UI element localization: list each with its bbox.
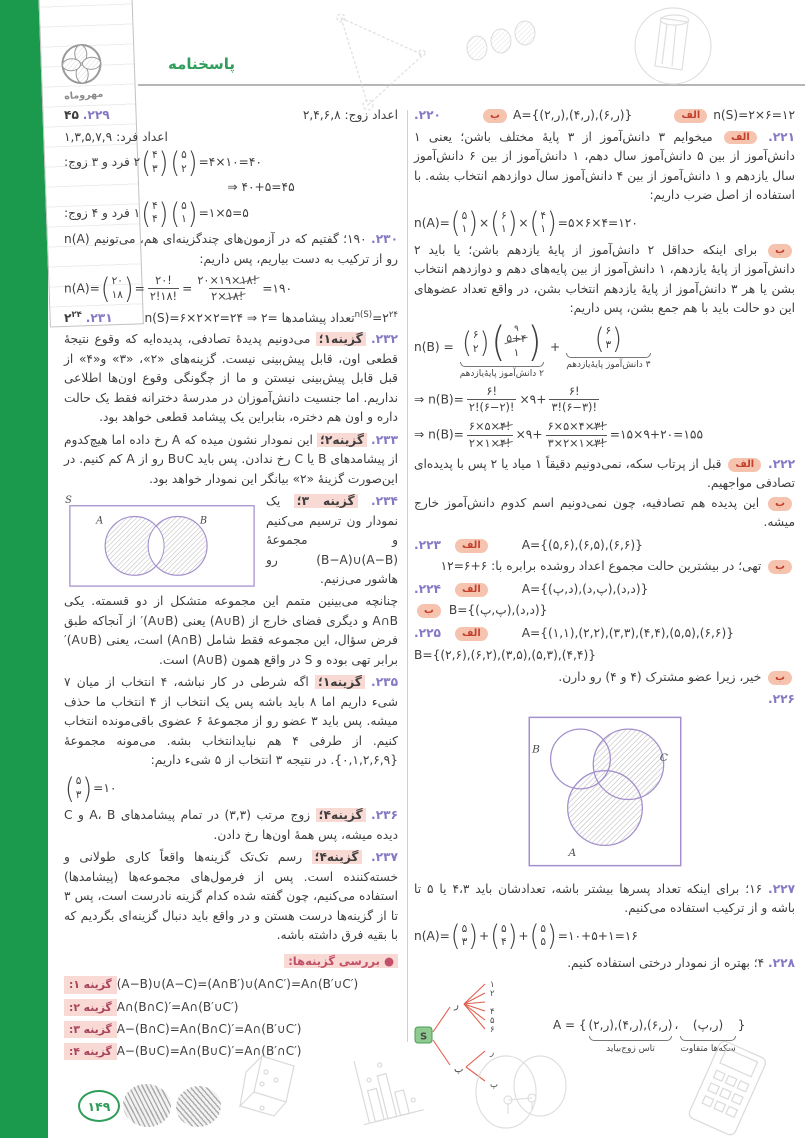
problem-224 — [414, 580, 795, 621]
solution-text: ۴؛ بهتره از نمودار درختی استفاده کنیم. — [567, 955, 765, 970]
problem-222 — [414, 455, 795, 533]
event-set-formula: A={(د,پ),(پ,د),(د,د)} — [521, 581, 649, 596]
event-set-formula: B={(پ,پ),(د,د)} — [448, 603, 548, 618]
problem-233 — [64, 431, 398, 490]
option-review-row — [64, 998, 398, 1017]
problem-number: ۲۳۵. — [371, 675, 399, 690]
event-set-formula: B={(۲,۶),(۶,۲),(۳,۵),(۵,۳),(۴,۴)} — [414, 648, 596, 663]
n-b-underbrace-formula: n(B) = ( ۶ ۲ ) ( ۹ ۵+۴ ۱ ) ۲ دانش‌آموز پایهٔ‌یازدهم + ( ۶ ۳ ) ۳ دانش‌آموز پایهٔ‌یازدهم — [414, 318, 651, 379]
option-label: گزینه ۴: — [64, 1043, 117, 1060]
problem-225 — [414, 624, 795, 688]
hatched-circle-icon — [120, 1081, 174, 1130]
answer-value: ۴۵ — [64, 108, 79, 122]
svg-text:S: S — [420, 1031, 428, 1043]
even-numbers-line: اعداد زوج: ۲,۴,۶,۸ — [302, 108, 398, 122]
event-set-with-underbraces: A = { (ر,۲),(ر,۴),(ر,۶) تاس زوج‌بیاید ، (ر,پ) سکه‌ها متفاوت } — [553, 1016, 745, 1057]
combination-formula: ( ۵ ۳ ) =۱۰ — [65, 771, 117, 805]
problem-231 — [64, 309, 398, 329]
solution-text: رسم تک‌تک گزینه‌ها واقعاً کاری طولانی و خسته‌کننده است. پس از فرمول‌های مجموعه‌ها (پیشامدها) استفاده می‌کنیم، چون گفته شده کدام گزینه نادرست است، پس ۳ تا از گزینه‌ها درست هستن و در واقع باید دنبال گزینه‌ای بگردیم که با بقیه فرق داشته باشه. — [64, 850, 398, 943]
answer-value: $۲^{۲۴}$ — [64, 309, 82, 325]
part-b-badge: ب — [768, 497, 792, 511]
cylinder-sketch-icon — [626, 4, 721, 89]
part-a-badge: الف — [455, 539, 488, 553]
part-a-badge: الف — [728, 458, 761, 472]
underbrace-label: تاس زوج‌بیاید — [606, 1044, 655, 1055]
underbrace — [589, 1036, 673, 1041]
solution-text: زوج مرتب (۳,۳) در تمام پیشامدهای A، B و C دیده میشه، پس همهٔ اون‌ها رخ دادن. — [64, 808, 398, 842]
option-label: گزینه ۳: — [64, 1021, 117, 1038]
bar-chart-sketch-icon — [348, 1046, 426, 1134]
option-answer-label: گزینه۱؛ — [316, 332, 366, 346]
problem-number: ۲۲۰. — [414, 108, 441, 122]
problem-number: ۲۳۷. — [371, 850, 398, 865]
svg-text:ر: ر — [454, 1000, 459, 1012]
underbrace-label: ۳ دانش‌آموز پایهٔ‌یازدهم — [566, 360, 651, 371]
solution-text: ۱۹۰؛ گفتیم که در آزمون‌های چندگزینه‌ای هم، می‌تونیم n(A) رو از ترکیب به دست بیاریم، پس داریم: — [64, 232, 398, 266]
part-b-badge: ب — [483, 109, 507, 123]
solution-text: یک نمودار ون ترسیم می‌کنیم و مجموعهٔ (A−B)∪(B−A) رو هاشور می‌زنیم. — [266, 494, 398, 587]
svg-text:۴: ۴ — [490, 1007, 495, 1018]
event-set-formula: A={(ر,۲),(ر,۴),(ر,۶)} — [513, 108, 633, 122]
option-answer-label: گزینه ۳؛ — [294, 494, 358, 508]
problem-235 — [64, 673, 399, 805]
solution-text: این نمودار نشون میده که A رخ داده اما هیچ‌کدوم از پیشامدهای B یا C رخ ندادن. پس باید B∪C رو از A کم کنیم. در این‌صورت گزینهٔ «۲» بیانگر این نمودار خواهد بود. — [64, 432, 399, 486]
problem-number: ۲۳۴. — [371, 494, 398, 509]
option-review-row — [64, 1020, 398, 1039]
part-a-badge: الف — [455, 583, 488, 597]
svg-text:ر: ر — [490, 1048, 495, 1059]
combination-sum-formula: n(A)= ( ۵ ۳ ) + ( ۵ ۴ ) + ( ۵ ۵ ) =۱۰+۵+۱=۱۶ — [414, 919, 638, 953]
problem-number: ۲۳۳. — [371, 432, 399, 447]
set-identity-formula: A−(B∪C)=A∩(B∪C)′=A∩(B′∩C′) — [116, 1043, 302, 1058]
problem-236 — [64, 806, 398, 845]
set-identity-formula: (A−B)∪(A−C)=(A∩B′)∪(A∩C′)=A∩(B′∪C′) — [116, 977, 359, 992]
set-identity-formula: A−(B∩C)=A∩(B∩C)′=A∩(B′∪C′) — [116, 1021, 302, 1036]
problem-223 — [414, 536, 795, 577]
svg-text:B: B — [531, 742, 540, 756]
venn-diagram-two-sets — [64, 492, 260, 592]
problem-number: ۲۲۱. — [768, 129, 796, 144]
flower-logo-icon — [58, 41, 105, 88]
odd-numbers-line: اعداد فرد: ۱,۳,۵,۷,۹ — [64, 129, 168, 144]
underbrace-label: ۲ دانش‌آموز پایهٔ‌یازدهم — [459, 368, 544, 379]
problem-227 — [414, 880, 796, 953]
set-identity-formula: A∩(B∩C)′=A∩(B′∪C′) — [116, 999, 239, 1014]
solution-text: این پدیده هم تصادفیه، چون نمی‌دونیم اسم کدوم دانش‌آموز خارج میشه. — [414, 495, 795, 530]
case-formula: ( ۴ ۳ ) ( ۵ ۲ ) =۴×۱۰=۴۰ — [141, 145, 262, 179]
problem-230 — [64, 230, 398, 305]
problem-220 — [414, 106, 795, 126]
column-divider — [407, 110, 408, 1042]
svg-text:B: B — [199, 515, 208, 527]
problem-234 — [64, 492, 398, 670]
underbrace-label: سکه‌ها متفاوت — [680, 1044, 736, 1055]
problem-number: ۲۲۵. — [414, 625, 441, 640]
svg-text:C: C — [659, 751, 668, 765]
problem-229 — [64, 106, 398, 230]
part-a-badge: الف — [455, 627, 488, 641]
page-header-title: پاسخنامه — [168, 55, 235, 73]
triangle-compass-sketch-icon — [323, 10, 438, 115]
solution-text: اگه شرطی در کار نباشه، ۴ انتخاب از میان ۷ شیء داریم اما ۸ باید باشه پس یک انتخاب از ۴ انتخاب ما حذف میشه. پس باید ۳ عضو رو از مجموعهٔ ۶ عضوی باقی‌مونده انتخاب کنیم. از طرفی ۴ هم نبایدانتخاب بشه. می‌مونه مجموعهٔ {۰,۱,۲,۶,۹}. در نتیجه ۳ انتخاب از ۵ شیء داریم: — [64, 675, 399, 768]
brand-name: مهروماه — [63, 88, 104, 103]
problem-number: ۲۳۰. — [371, 232, 399, 247]
right-column — [414, 106, 795, 1098]
problem-232 — [64, 330, 398, 428]
dice-sketch-icon — [232, 1050, 302, 1128]
case-row — [64, 196, 398, 230]
coins-sketch-icon — [463, 18, 543, 63]
problem-number: ۲۲۹. — [82, 108, 110, 122]
solution-text: خیر، زیرا عضو مشترک (۴ و ۴) رو دارن. — [558, 669, 762, 684]
option-answer-label: گزینه۴؛ — [312, 850, 362, 864]
calculator-sketch-icon — [672, 1040, 782, 1138]
problem-number: ۲۲۷. — [768, 881, 796, 896]
svg-text:S: S — [65, 495, 72, 507]
part-b-badge: ب — [417, 604, 441, 618]
venn-sketch-icon — [468, 1050, 578, 1134]
option-answer-label: گزینه۴؛ — [316, 808, 366, 822]
problem-237 — [64, 848, 398, 946]
solution-text: می‌دونیم پدیدهٔ تصادفی، پدیده‌ایه که وقوع نتیجهٔ قطعی اون، قابل پیش‌بینی نیست. گزینه‌های «۲»، «۳» و«۴» از قبل قابل پیش‌بینی نیستن و ما از چگونگی وقوع اون‌ها اطلاعی نداریم. اما جنسیت دانش‌آموزان در مدرسهٔ دخترانه فقط یک حالت داره و اون هم دختره، بنابراین یک پیشامد قطعی خواهد بود. — [64, 332, 398, 425]
publisher-logo — [54, 40, 110, 102]
part-b-badge: ب — [768, 560, 792, 574]
sum-formula: ⇒ ۴۰+۵=۴۵ — [227, 180, 295, 195]
problem-number: ۲۲۴. — [414, 581, 441, 596]
problem-221 — [414, 128, 795, 451]
event-set-formula: A={(۵,۶),(۶,۵),(۶,۶)} — [521, 537, 643, 552]
page-number-badge: ۱۴۹ — [78, 1090, 120, 1122]
solution-text: برای اینکه حداقل ۲ دانش‌آموز از پایهٔ یازدهم باشن؛ یا باید ۲ دانش‌آموز از پایهٔ یازدهم، ۱ دانش‌آموز از بین پایه‌های دهم و دوازدهم انتخاب بشن یا هر ۳ دانش‌آموز از پایهٔ یازدهم انتخاب بشن، در واقع تعداد عضوهای این دو حالت باید با هم جمع بشن، پس داریم: — [414, 242, 795, 316]
svg-text:۵: ۵ — [490, 1016, 495, 1027]
solution-text: میخوایم ۳ دانش‌آموز از ۳ پایهٔ مختلف باشن؛ یعنی ۱ دانش‌آموز از بین ۵ دانش‌آموز سال دهم، ۱ دانش‌آموز از بین ۶ دانش‌آموز سال یازدهم و ۱ دانش‌آموز از بین ۴ دانش‌آموز سال دوازدهم انتخاب بشه. با استفاده از اصل ضرب داریم: — [414, 129, 795, 203]
option-answer-label: گزینه۱؛ — [315, 675, 365, 689]
solution-text-continued: چنانچه می‌بینین متمم این مجموعه متشکل از دو قسمته. یکی A∩B و دیگری فضای خارج از (A∪B) یعنی (A∪B)′ از آنجاکه طبق فرض سؤال، این مجموعه فقط شامل (A∩B) است، یعنی (A∪B)′ برابر تهی بوده و S در واقع همون (A∪B) است. — [64, 594, 398, 667]
case-label: ۲ فرد و ۳ زوج: — [64, 154, 141, 169]
n-b-result-formula: ⇒ n(B)= ۶×۵×۴! ۲×۱×۴! ×۹+ ۶×۵×۴×۳! ۳×۲×۱×۳! =۱۵×۹+۲۰=۱۵۵ — [414, 420, 704, 450]
svg-text:پ: پ — [454, 1064, 464, 1076]
svg-text:۲: ۲ — [490, 989, 495, 1000]
product-rule-formula: n(A)= ( ۵ ۱ ) × ( ۶ ۱ ) × ( ۴ ۱ ) =۵×۶×۴=۱۲۰ — [414, 206, 638, 240]
left-green-band — [0, 0, 48, 1138]
case-row — [64, 145, 398, 179]
solution-text: قبل از پرتاب سکه، نمی‌دونیم دقیقاً ۱ میاد یا ۲ پس با پدیده‌ای تصادفی مواجهیم. — [414, 456, 795, 491]
problem-number: ۲۳۶. — [371, 808, 399, 823]
option-label: گزینه ۲: — [64, 999, 117, 1016]
underbrace — [566, 353, 650, 358]
option-review-row — [64, 975, 398, 994]
option-label: گزینه ۱: — [64, 976, 117, 993]
venn-diagram-three-sets — [525, 714, 685, 869]
solution-text: ۱۶؛ برای اینکه تعداد پسرها بیشتر باشه، تعدادشان باید ۴،۳ یا ۵ تا باشه و از ترکیب استفاده می‌کنیم. — [414, 881, 795, 916]
problem-number: ۲۳۱. — [85, 310, 113, 325]
options-review-header: ● بررسی گزینه‌ها: — [64, 952, 398, 972]
problem-number: ۲۲۳. — [414, 537, 441, 552]
svg-text:۶: ۶ — [490, 1025, 495, 1036]
option-answer-label: گزینه۲؛ — [317, 433, 367, 447]
case-label: ۱ فرد و ۴ زوج: — [64, 205, 141, 220]
problem-number: ۲۲۶. — [768, 692, 795, 707]
part-a-badge: الف — [674, 109, 707, 123]
svg-text:A: A — [96, 515, 104, 527]
case-formula: ( ۴ ۴ ) ( ۵ ۱ ) =۱×۵=۵ — [141, 196, 249, 230]
problem-226 — [414, 690, 795, 875]
part-a-badge: الف — [724, 131, 757, 145]
sample-space-formula: n(S)=۶×۲×۲=۲۴ ⇒ تعداد پیشامدها $=۲^{n(S)}=۲^{۲۴}$ — [144, 309, 398, 325]
problem-number: ۲۳۲. — [371, 332, 398, 347]
problem-number: ۲۲۸. — [768, 955, 795, 970]
combination-formula: n(A)= ( ۲۰ ۱۸ ) = ۲۰! ۲!۱۸! = ۲۰×۱۹×۱۸! ۲×۱۸! =۱۹۰ — [64, 271, 293, 306]
svg-text:۱: ۱ — [490, 980, 495, 991]
n-b-expansion-formula: ⇒ n(B)= ۶! ۲!(۶−۲)! ×۹+ ۶! ۳!(۶−۳)! — [414, 384, 597, 415]
solution-text: تهی؛ در بیشترین حالت مجموع اعداد روشده برابره با: ۶+۶=۱۲ — [440, 559, 762, 574]
svg-text:A: A — [567, 846, 576, 860]
left-column — [64, 106, 398, 1064]
hatched-circle-icon — [174, 1084, 223, 1129]
problem-number: ۲۲۲. — [768, 456, 796, 471]
part-b-badge: ب — [768, 671, 792, 685]
svg-text:پ: پ — [490, 1080, 499, 1091]
sample-count-formula: n(S)=۲×۶=۱۲ — [713, 108, 795, 122]
part-b-badge: ب — [768, 244, 792, 258]
event-set-formula: A={(۱,۱),(۲,۲),(۳,۳),(۴,۴),(۵,۵),(۶,۶)} — [521, 625, 734, 640]
